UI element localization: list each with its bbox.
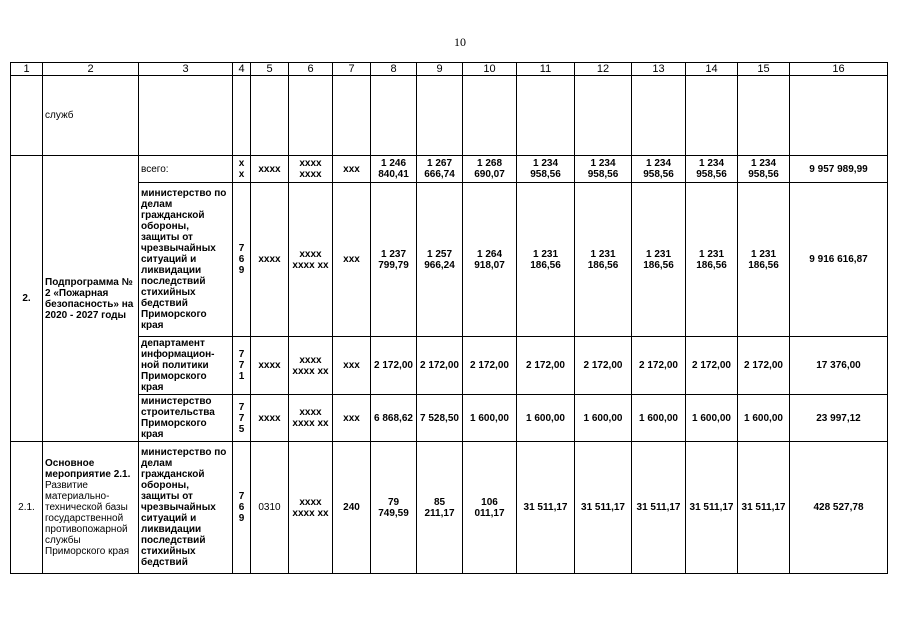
cell: xxx [333,337,371,395]
row-label: министерство по делам гражданской обороны, защиты от чрезвычайных ситуаций и ликвидации последствий стихийных бедствий Приморского края [139,183,233,337]
value-cell: 31 511,17 [517,442,575,574]
value-cell: 31 511,17 [686,442,738,574]
cell: xxxx [251,183,289,337]
cell: xxxx [251,156,289,183]
value-cell: 1 600,00 [517,395,575,442]
cell: xxx [333,183,371,337]
value-cell: 9 957 989,99 [790,156,888,183]
row-label: департамент информацион-ной политики Приморского края [139,337,233,395]
value-cell: 79 749,59 [371,442,417,574]
col-header: 5 [251,63,289,76]
value-cell: 1 231 186,56 [686,183,738,337]
value-cell: 1 237 799,79 [371,183,417,337]
value-cell: 1 267 666,74 [417,156,463,183]
col-header: 7 [333,63,371,76]
cell [575,76,632,156]
cell [417,76,463,156]
row-number: 2.1. [11,442,43,574]
value-cell: 1 234 958,56 [738,156,790,183]
col-header: 16 [790,63,888,76]
col-header: 6 [289,63,333,76]
cell: 7 6 9 [233,183,251,337]
cell [11,76,43,156]
col-header: 11 [517,63,575,76]
col-header: 12 [575,63,632,76]
cell: 0310 [251,442,289,574]
cell [139,76,233,156]
value-cell: 2 172,00 [738,337,790,395]
col-header: 8 [371,63,417,76]
table-row [11,395,888,442]
table-row [11,76,888,156]
value-cell: 1 234 958,56 [686,156,738,183]
activity-title-rest: Развитие материально-технической базы государственной противопожарной службы Приморского края [45,480,130,557]
cell: xxx [333,156,371,183]
value-cell: 2 172,00 [686,337,738,395]
col-header: 9 [417,63,463,76]
row-label: министерство строительства Приморского края [139,395,233,442]
col-header: 13 [632,63,686,76]
cell: 7 6 9 [233,442,251,574]
header-row [11,63,888,76]
value-cell: 1 600,00 [575,395,632,442]
table-row [11,183,888,337]
value-cell: 1 257 966,24 [417,183,463,337]
value-cell: 1 231 186,56 [632,183,686,337]
value-cell: 31 511,17 [632,442,686,574]
col-header: 10 [463,63,517,76]
activity-title [43,442,139,574]
cell: xxxx xxxx [289,156,333,183]
col-header: 1 [11,63,43,76]
cell [251,76,289,156]
col-header: 15 [738,63,790,76]
value-cell: 1 234 958,56 [517,156,575,183]
value-cell: 1 268 690,07 [463,156,517,183]
cell [289,76,333,156]
value-cell: 1 600,00 [463,395,517,442]
value-cell: 6 868,62 [371,395,417,442]
table-row [11,337,888,395]
value-cell: 106 011,17 [463,442,517,574]
cell: 7 7 1 [233,337,251,395]
table-row [11,442,888,574]
cell [233,76,251,156]
value-cell: 17 376,00 [790,337,888,395]
value-cell: 1 600,00 [632,395,686,442]
col-header: 14 [686,63,738,76]
cell [686,76,738,156]
value-cell: 1 234 958,56 [632,156,686,183]
row-number: 2. [11,156,43,442]
value-cell: 2 172,00 [575,337,632,395]
value-cell: 1 234 958,56 [575,156,632,183]
cell [517,76,575,156]
cell: xxxx [251,337,289,395]
value-cell: 9 916 616,87 [790,183,888,337]
cell [463,76,517,156]
value-cell: 2 172,00 [632,337,686,395]
value-cell: 31 511,17 [738,442,790,574]
subprogram-title: Подпрограмма № 2 «Пожарная безопасность» на 2020 - 2027 годы [43,156,139,442]
cell [632,76,686,156]
cell: xxxx xxxx xx [289,183,333,337]
cell: x x [233,156,251,183]
value-cell: 1 231 186,56 [517,183,575,337]
row-label: всего: [139,156,233,183]
row-name: служб [43,76,139,156]
cell: xxx [333,395,371,442]
value-cell: 1 246 840,41 [371,156,417,183]
value-cell: 2 172,00 [371,337,417,395]
col-header: 2 [43,63,139,76]
value-cell: 2 172,00 [517,337,575,395]
cell [333,76,371,156]
value-cell: 1 600,00 [686,395,738,442]
row-label: министерство по делам гражданской обороны, защиты от чрезвычайных ситуаций и ликвидации последствий стихийных бедствий [139,442,233,574]
cell: 240 [333,442,371,574]
col-header: 3 [139,63,233,76]
activity-title-bold: Основное мероприятие 2.1. [45,458,131,480]
col-header: 4 [233,63,251,76]
page-number: 10 [454,35,466,49]
cell: xxxx xxxx xx [289,442,333,574]
value-cell: 428 527,78 [790,442,888,574]
value-cell: 1 231 186,56 [575,183,632,337]
table-row [11,156,888,183]
value-cell: 1 600,00 [738,395,790,442]
value-cell: 1 231 186,56 [738,183,790,337]
budget-table [10,62,888,574]
cell [790,76,888,156]
value-cell: 23 997,12 [790,395,888,442]
value-cell: 31 511,17 [575,442,632,574]
cell: 7 7 5 [233,395,251,442]
cell [371,76,417,156]
value-cell: 1 264 918,07 [463,183,517,337]
cell: xxxx [251,395,289,442]
value-cell: 85 211,17 [417,442,463,574]
cell: xxxx xxxx xx [289,337,333,395]
value-cell: 7 528,50 [417,395,463,442]
cell [738,76,790,156]
cell: xxxx xxxx xx [289,395,333,442]
value-cell: 2 172,00 [463,337,517,395]
value-cell: 2 172,00 [417,337,463,395]
